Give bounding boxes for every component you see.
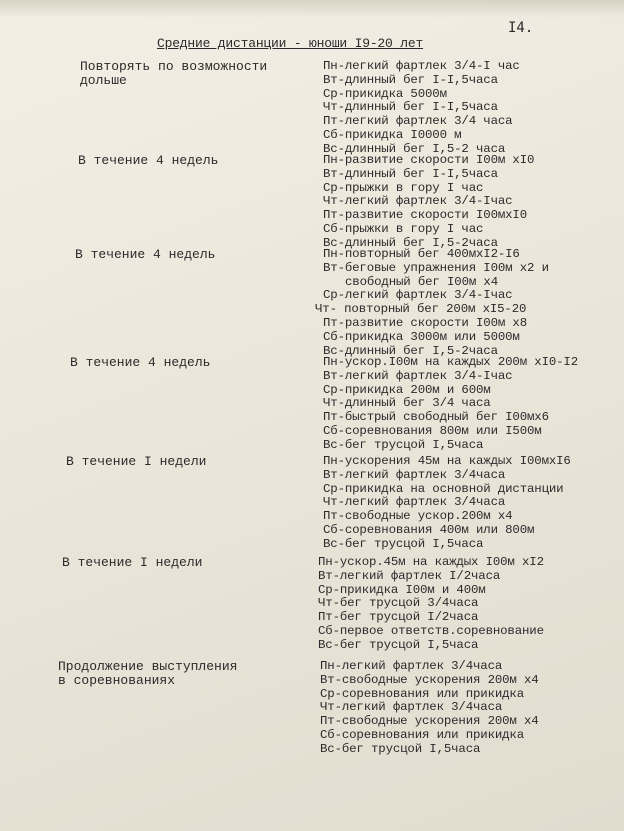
workout-item: Вс-бег трусцой I,5часа (318, 637, 479, 652)
workout-item: Пт-бег трусцой I/2часа (318, 610, 479, 625)
page-number: I4. (508, 20, 534, 36)
workout-item: Пт-развитие скорости I00мхI0 (323, 208, 527, 223)
workout-item: Сб-первое ответств.соревнование (318, 623, 544, 638)
workout-item: Вт-легкий фартлек I/2часа (318, 568, 501, 583)
workout-item: Чт-легкий фартлек 3/4-Iчас (323, 194, 513, 209)
workout-item: Пн-легкий фартлек 3/4часа (320, 659, 503, 673)
workout-item: Ср-прикидка I00м и 400м (318, 582, 486, 597)
workout-item: Сб-прыжки в гору I час (323, 221, 484, 236)
workout-item: Пт-развитие скорости I00м х8 (323, 315, 527, 330)
workout-item: Вс-длинный бег I,5-2 часа (323, 141, 506, 156)
workout-item: Вт-длинный бег I-I,5часа (323, 166, 498, 181)
workout-item: Чт-легкий фартлек 3/4часа (323, 495, 506, 510)
period-label: Повторять по возможности дольше (80, 59, 268, 88)
workout-item: Вс-бег трусцой I,5часа (323, 536, 484, 551)
workout-item: Ср-прыжки в гору I час (323, 180, 484, 195)
workout-item: Сб-соревнования 400м или 800м (323, 522, 535, 537)
workout-list (320, 660, 539, 757)
workout-item: Вт-длинный бег I-I,5часа (323, 72, 498, 87)
page-title: Средние дистанции - юноши I9-20 лет (157, 36, 424, 51)
workout-item: Вт-свободные ускорения 200м х4 (320, 672, 539, 687)
workout-item: Чт-длинный бег 3/4 часа (323, 396, 491, 411)
workout-list (323, 356, 578, 453)
workout-item: Чт-длинный бег I-I,5часа (323, 100, 498, 115)
workout-list (323, 154, 534, 251)
workout-item: Вт-легкий фартлек 3/4часа (323, 467, 506, 482)
workout-list (323, 60, 520, 157)
workout-list (315, 247, 549, 358)
workout-item: Пт-свободные ускор.200м х4 (323, 509, 513, 524)
workout-item: Вт-легкий фартлек 3/4-Iчас (323, 368, 513, 383)
workout-item: Сб-прикидка 3000м или 5000м (323, 329, 520, 344)
workout-list (323, 455, 571, 552)
page-edge-shadow (0, 0, 624, 18)
workout-item: Ср-соревнования или прикидка (320, 686, 524, 701)
workout-item: Вт-беговые упражнения I00м х2 и (323, 260, 549, 275)
workout-item: Пн-ускорения 45м на каждых I00мхI6 (323, 454, 571, 468)
workout-item: Сб-соревнования или прикидка (320, 727, 524, 742)
workout-item: Ср-легкий фартлек 3/4-Iчас (323, 288, 513, 303)
workout-item: Ср-прикидка на основной дистанции (323, 481, 564, 496)
workout-item: Пт-свободные ускорения 200м х4 (320, 714, 539, 729)
workout-item: Сб-соревнования 800м или I500м (323, 423, 542, 438)
workout-item: Вс-бег трусцой I,5часа (323, 437, 484, 452)
workout-item: Вс-длинный бег I,5-2часа (323, 343, 498, 358)
workout-item: Пн-легкий фартлек 3/4-I час (323, 59, 520, 73)
workout-item: Чт-бег трусцой 3/4часа (318, 596, 479, 611)
workout-item: свободный бег I00м х4 (345, 274, 498, 289)
workout-item: Пт-легкий фартлек 3/4 часа (323, 114, 513, 129)
workout-item: Пн-развитие скорости I00м хI0 (323, 153, 535, 167)
workout-item: Чт- повторный бег 200м хI5-20 (315, 302, 527, 317)
workout-item: Ср-прикидка 200м и 600м (323, 382, 491, 397)
workout-item: Пн-ускор.I00м на каждых 200м хI0-I2 (323, 355, 578, 369)
workout-item: Вс-длинный бег I,5-2часа (323, 235, 498, 250)
period-label: Продолжение выступления в соревнованиях (58, 659, 238, 688)
workout-list (318, 556, 544, 653)
period-label: В течение I недели (66, 454, 207, 469)
workout-item: Пт-быстрый свободный бег I00мх6 (323, 410, 549, 425)
workout-item: Ср-прикидка 5000м (323, 86, 447, 101)
period-label: В течение I недели (62, 555, 203, 570)
workout-item: Чт-легкий фартлек 3/4часа (320, 700, 503, 715)
period-label: В течение 4 недель (70, 355, 211, 370)
period-label: В течение 4 недель (78, 153, 219, 168)
period-label: В течение 4 недель (75, 247, 216, 262)
workout-item: Сб-прикидка I0000 м (323, 127, 462, 142)
workout-item: Пн-ускор.45м на каждых I00м хI2 (318, 555, 544, 569)
workout-item: Вс-бег трусцой I,5часа (320, 741, 481, 756)
workout-item: Пн-повторный бег 400мхI2-I6 (323, 247, 520, 261)
